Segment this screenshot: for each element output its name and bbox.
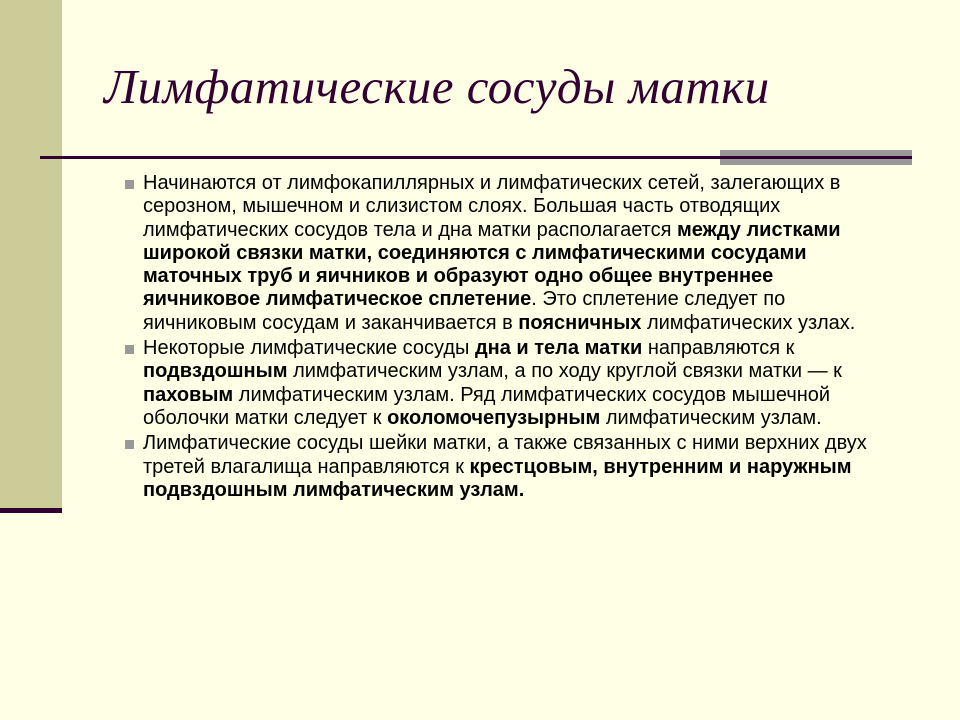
text-run: лимфатическим узлам. Ряд лимфатических сосудов мышечной оболочки матки следует к <box>143 383 831 429</box>
slide-title: Лимфатические сосуды матки <box>104 59 770 114</box>
text-run: Начинаются от лимфокапиллярных и лимфатических сетей, залегающих в серозном, мышечном и слизистом слоях. Большая часть отводящих лимфатических сосудов тела и дна матки располагается <box>143 172 841 241</box>
side-decor-bar <box>0 0 62 513</box>
bullet-text <box>143 172 855 334</box>
side-decor-line <box>0 508 62 513</box>
square-bullet-icon <box>125 440 134 449</box>
square-bullet-icon <box>125 345 134 354</box>
text-run-bold: паховым <box>143 383 234 406</box>
bullet-item <box>131 172 881 335</box>
bullet-item <box>131 337 881 430</box>
bullet-text <box>143 337 842 429</box>
bullet-list <box>131 172 881 504</box>
text-run: лимфатическим узлам, а по ходу круглой связки матки — к <box>287 360 842 383</box>
text-run: лимфатическим узлам. <box>600 406 822 429</box>
text-run-bold: поясничных <box>518 311 642 334</box>
text-run: лимфатических узлах. <box>641 311 856 334</box>
text-run: . Это сплетение следует по яичниковым сосудам и заканчивается в <box>143 288 786 334</box>
text-run: Лимфатические сосуды шейки матки, а также связанных с ними верхних двух третей влагалища направляются к <box>143 432 867 478</box>
text-run: Некоторые лимфатические сосуды <box>143 337 475 360</box>
text-run: направляются к <box>642 337 795 360</box>
text-run-bold: между листками широкой связки матки, соединяются с лимфатическими сосудами маточных труб и яичников и образуют одно общее внутреннее яичниковое лимфатическое сплетение <box>143 218 841 311</box>
square-bullet-icon <box>125 180 134 189</box>
text-run-bold: дна и тела матки <box>474 337 643 360</box>
bullet-item <box>131 432 881 502</box>
title-accent-rule <box>720 156 912 159</box>
text-run-bold: околомочепузырным <box>387 406 601 429</box>
bullet-text <box>143 432 867 501</box>
text-run-bold: подвздошным <box>143 360 288 383</box>
text-run-bold: крестцовым, внутренним и наружным подвздошным лимфатическим узлам. <box>143 455 852 501</box>
